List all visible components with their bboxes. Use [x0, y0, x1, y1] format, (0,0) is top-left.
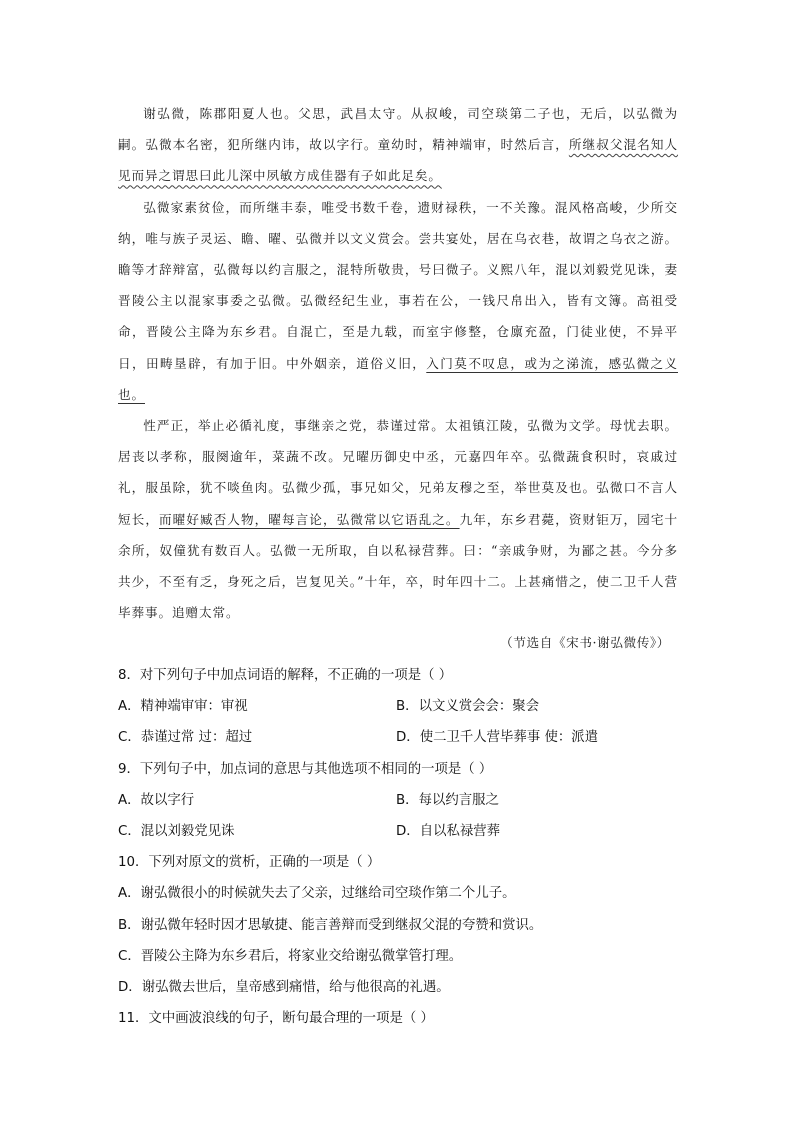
underlined-sentence: 而曜好臧否人物，曜每言论，弘微常以它语乱之。: [159, 511, 460, 527]
passage-text: 九年，东乡君薨，资财钜万，园宅十余所，奴僮犹有数百人。弘微一无所取，自以私禄营葬。曰：“亲戚争财，为鄙之甚。今分多共少，不至有乏，身死之后，岂复见关。”十年，卒，时年四十二。上甚痛惜之，使二卫千人营毕葬事。追赠太常。: [118, 511, 679, 621]
question-9-options-row-2: [118, 816, 678, 847]
question-9-option-c: C．混以刘毅党见诛: [118, 823, 235, 839]
question-8-option-a: A．精神端审审：审视: [118, 699, 248, 715]
classical-passage: [118, 98, 678, 628]
question-8-option-c: C．恭谨过常 过：超过: [118, 730, 253, 746]
question-9-stem: 9．下列句子中，加点词的意思与其他选项不相同的一项是（ ）: [118, 761, 493, 777]
question-9-options-row-1: [118, 785, 678, 816]
question-8-options-row-2: [118, 722, 678, 753]
question-10-option-a: A．谢弘微很小的时候就失去了父亲，过继给司空琰作第二个儿子。: [118, 886, 516, 902]
underlined-sentence: 入门莫不叹息，或为之涕流，感弘微之义也。: [118, 355, 678, 402]
question-10-option-c: C．晋陵公主降为东乡君后，将家业交给谢弘微掌管打理。: [118, 948, 463, 964]
question-8-option-d: D．使二卫千人营毕葬事 使：派遣: [396, 730, 599, 746]
question-10-option-d: D．谢弘微去世后，皇帝感到痛惜，给与他很高的礼遇。: [118, 979, 450, 995]
question-8-stem: 8．对下列句子中加点词语的解释，不正确的一项是（ ）: [118, 668, 453, 683]
passage-paragraph-2: [118, 192, 678, 410]
question-10-option-b: B．谢弘微年轻时因才思敏捷、能言善辩而受到继叔父混的夸赞和赏识。: [118, 917, 543, 933]
question-8-option-b: B．以文义赏会会：聚会: [396, 699, 540, 715]
passage-text: 弘微家素贫俭，而所继丰泰，唯受书数千卷，遗财禄秩，一不关豫。混风格高峻，少所交纳，唯与族子灵运、瞻、曜、弘微并以文义赏会。尝共宴处，居在乌衣巷，故谓之乌衣之游。瞻等才辞辩富，弘微每以约言服之，混特所敬贵，号曰微子。义熙八年，混以刘毅党见诛，妻晋陵公主以混家事委之弘微。弘微经纪生业，事若在公，一钱尺帛出入，皆有文簿。高祖受命，晋陵公主降为东乡君。自混亡，至是九载，而室宇修整，仓廪充盈，门徒业使，不异平日，田畴垦辟，有加于旧。中外姻亲，道俗义旧，: [118, 199, 678, 371]
question-9-option-b: B．每以约言服之: [396, 792, 499, 808]
question-8-options-row-1: [118, 691, 678, 722]
passage-source: （节选自《宋书·谢弘微传》）: [500, 635, 670, 650]
question-11-stem: 11．文中画波浪线的句子，断句最合理的一项是（ ）: [118, 1011, 434, 1027]
passage-paragraph-3: [118, 410, 678, 628]
passage-text: 谢弘微，陈郡阳夏人也。父思，武昌太守。从叔峻，司空琰第二子也，无后，以弘微为嗣。弘微本名密，犯所继内讳，故以字行。童幼时，精神端审，时然后言，: [118, 106, 678, 153]
passage-paragraph-1: [118, 98, 678, 192]
question-9-option-a: A．故以字行: [118, 792, 195, 808]
question-10-stem: 10．下列对原文的赏析，正确的一项是（ ）: [118, 855, 381, 871]
question-9-option-d: D．自以私禄营葬: [396, 823, 501, 839]
question-list: [118, 660, 678, 1034]
wavy-underlined-sentence: 所继叔父混名知人见而异之谓思曰此儿深中夙敏方成佳器有子如此足矣。: [118, 137, 679, 184]
passage-text: 性严正，举止必循礼度，事继亲之党，恭谨过常。太祖镇江陵，弘微为文学。母忧去职。居丧以孝称，服阕逾年，菜蔬不改。兄曜历御史中丞，元嘉四年卒。弘微蔬食积时，哀戚过礼，服虽除，犹不啖鱼肉。弘微少孤，事兄如父，兄弟友穆之至，举世莫及也。弘微口不言人短长，: [118, 418, 678, 527]
